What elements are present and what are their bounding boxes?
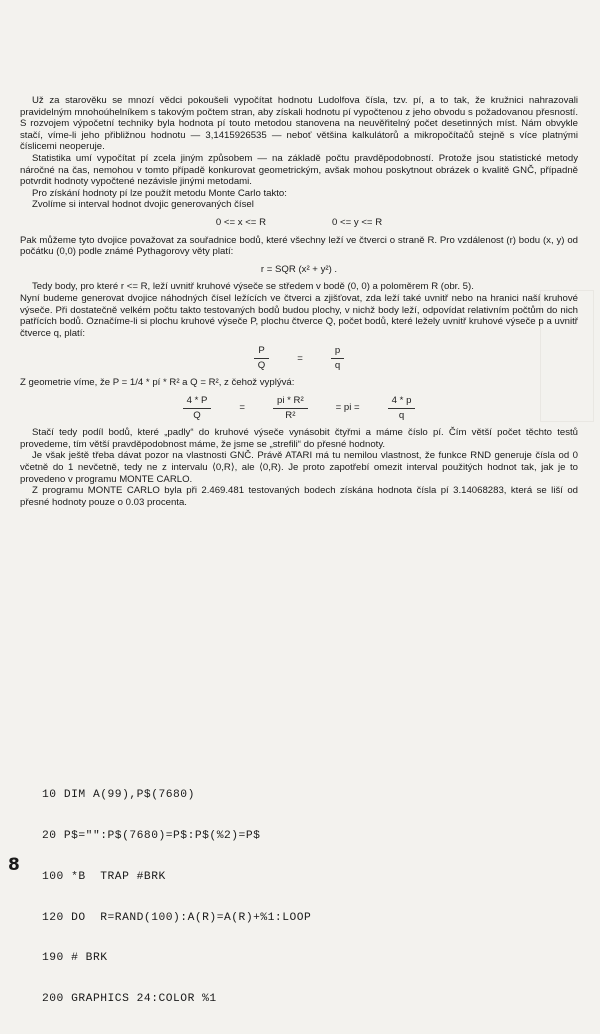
paragraph: Nyní budeme generovat dvojice náhodných čísel ležících ve čtverci a zjišťovat, zda leží také uvnitř nebo na hranici naší kruhové výseče. Při dostatečně velkém počtu takto testovaných bodů budou plochy, v nichž body leží, odpovídat relativním počtům do nich patřících bodů. Označíme-li si plochu kruhové výseče P, plochu čtverce Q, počet bodů, které ležely uvnitř kruhové výseče p a uvnitř čtverce q, platí:: [20, 292, 578, 339]
paragraph: Už za starověku se mnozí vědci pokoušeli vypočítat hodnotu Ludolfova čísla, tzv. pí, a to tak, že kružnici nahrazovali pravidelným mnohoúhelníkem s takovým počtem stran, aby získali hodnotu pí vypočtenou z jeho obvodu s požadovanou přesností. S rozvojem výpočetní techniky byla hodnota pí touto metodou stanovena na neuvěřitelný počet desetinných míst. Nám obvykle stačí, víme-li jeho přibližnou hodnotu — 3,1415926535 — neboť většina kalkulátorů a mikropočítačů stejně s více platnými číslicemi neoperuje.: [20, 95, 578, 153]
paragraph: Je však ještě třeba dávat pozor na vlastnosti GNČ. Právě ATARI má tu nemilou vlastnost, že funkce RND generuje čísla od 0 včetně do 1 nevčetně, tedy ne z intervalu ⟨0,R⟩, ale ⟨0,R). Je proto zapotřebí omezit interval použitých hodnot tak, jak je to provedeno v programu MONTE CARLO.: [20, 450, 578, 485]
article-body: [20, 95, 578, 508]
code-line: 120 DO R=RAND(100):A(R)=A(R)+%1:LOOP: [42, 911, 312, 924]
paragraph: Zvolíme si interval hodnot dvojic generovaných čísel: [32, 199, 254, 211]
code-line: 100 *B TRAP #BRK: [42, 870, 166, 883]
equals-sign: =: [297, 352, 303, 364]
fraction-P-Q: [254, 345, 269, 371]
fraction-bar: [388, 408, 416, 409]
fraction-p-q: [331, 345, 344, 371]
denominator: Q: [257, 359, 266, 371]
denominator: Q: [193, 409, 201, 421]
paragraph: Pro získání hodnoty pí lze použít metodu Monte Carlo takto:: [32, 187, 287, 199]
fraction-bar: [331, 358, 344, 359]
interval-y: 0 <= y <= R: [332, 216, 383, 228]
fraction-4p-q: [388, 395, 416, 421]
paragraph: Tedy body, pro které r <= R, leží uvnitř kruhové výseče se středem v bodě (0, 0) a poloměrem R (obr. 5).: [32, 281, 474, 293]
paragraph: Z programu MONTE CARLO byla při 2.469.481 testovaných bodech získána hodnota čísla pí 3.14068283, která se liší od přesné hodnoty pouze o 0.03 procenta.: [20, 485, 578, 508]
denominator: q: [398, 409, 405, 421]
equals-pi: = pi =: [335, 402, 360, 414]
fraction-bar: [183, 408, 212, 409]
paragraph: Stačí tedy podíl bodů, které „padly“ do kruhové výseče vynásobit čtyřmi a máme číslo pí. Čím větší počet těchto testů provedeme, tím větší pravděpodobnost máme, že jsme se „strefili“ do přesné hodnoty.: [20, 427, 578, 450]
fraction-4P-Q: [183, 395, 212, 421]
interval-x: 0 <= x <= R: [215, 216, 266, 228]
ratio-formula: [20, 345, 578, 371]
fraction-piR2-R2: [273, 395, 308, 421]
equals-sign: =: [239, 402, 245, 414]
paragraph: Pak můžeme tyto dvojice považovat za souřadnice bodů, které všechny leží ve čtverci o straně R. Pro vzdálenost (r) bodu (x, y) od počátku (0,0) podle známé Pythagorovy věty platí:: [20, 234, 578, 258]
code-line: 10 DIM A(99),P$(7680): [42, 789, 195, 802]
pi-formula: [20, 395, 578, 421]
basic-program-listing: [42, 762, 562, 1034]
formula-r: r = SQR (x² + y²) .: [260, 263, 338, 275]
page-number: 8: [8, 855, 20, 875]
numerator: 4 * p: [391, 395, 412, 407]
denominator: q: [334, 359, 341, 371]
denominator: R²: [285, 409, 296, 421]
code-line: 20 P$="":P$(7680)=P$:P$(%2)=P$: [42, 829, 261, 842]
fraction-bar: [273, 408, 308, 409]
numerator: pi * R²: [277, 395, 304, 407]
interval-formulas: [20, 217, 578, 229]
paragraph: Z geometrie víme, že P = 1/4 * pí * R² a Q = R², z čehož vyplývá:: [20, 377, 295, 389]
code-line: 200 GRAPHICS 24:COLOR %1: [42, 993, 217, 1006]
paragraph: Statistika umí vypočítat pí zcela jiným způsobem — na základě počtu pravděpodobností. Protože jsou statistické metody náročné na čas, nemohou v tomto případě konkurovat geometrickým, avšak mohou poskytnout obrázek o kvalitě GNČ, případně potvrdit hodnoty vypočtené nezávisle jinými metodami.: [20, 152, 578, 188]
numerator: P: [258, 345, 265, 357]
numerator: 4 * P: [186, 395, 208, 407]
numerator: p: [334, 345, 341, 357]
fraction-bar: [254, 358, 269, 359]
code-line: 190 # BRK: [42, 952, 108, 965]
